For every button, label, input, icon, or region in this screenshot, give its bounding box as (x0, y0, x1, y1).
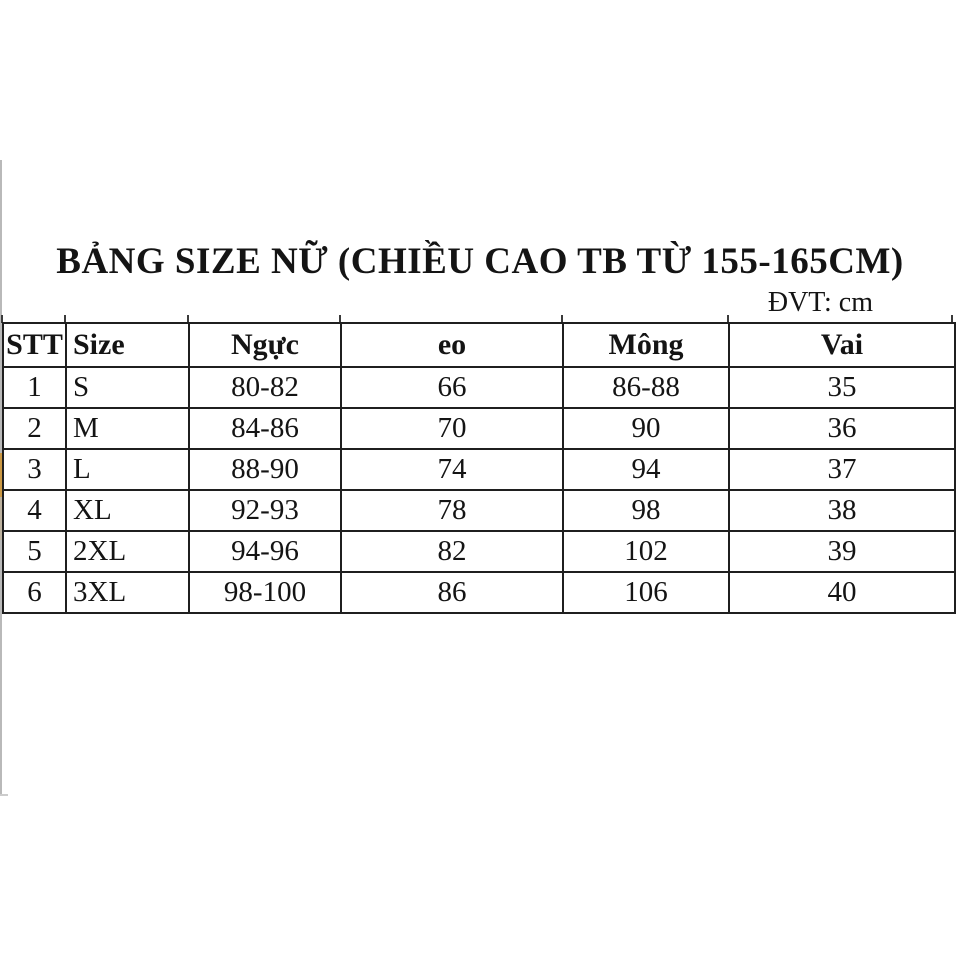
cell-nguc: 80-82 (189, 367, 341, 408)
cell-mong: 102 (563, 531, 729, 572)
header-nguc: Ngực (189, 323, 341, 367)
cell-mong: 106 (563, 572, 729, 613)
cell-nguc: 98-100 (189, 572, 341, 613)
left-edge-gridline-tick (0, 794, 8, 796)
cell-eo: 66 (341, 367, 563, 408)
cell-eo: 74 (341, 449, 563, 490)
cell-mong: 86-88 (563, 367, 729, 408)
cell-mong: 90 (563, 408, 729, 449)
cell-vai: 35 (729, 367, 955, 408)
cell-size: XL (66, 490, 189, 531)
page-title: BẢNG SIZE NỮ (CHIỀU CAO TB TỪ 155-165CM) (56, 241, 904, 282)
cell-stt: 1 (3, 367, 66, 408)
cell-eo: 86 (341, 572, 563, 613)
header-stt: STT (3, 323, 66, 367)
table-row (3, 449, 955, 490)
cell-stt: 6 (3, 572, 66, 613)
cell-size: L (66, 449, 189, 490)
unit-note: ĐVT: cm (767, 287, 873, 318)
cell-eo: 82 (341, 531, 563, 572)
cell-size: 2XL (66, 531, 189, 572)
header-eo: eo (341, 323, 563, 367)
cell-eo: 70 (341, 408, 563, 449)
cell-stt: 4 (3, 490, 66, 531)
cell-mong: 94 (563, 449, 729, 490)
cell-stt: 5 (3, 531, 66, 572)
cell-stt: 2 (3, 408, 66, 449)
table-row (3, 408, 955, 449)
cell-nguc: 88-90 (189, 449, 341, 490)
cell-nguc: 94-96 (189, 531, 341, 572)
size-table-container (2, 322, 954, 614)
size-table (2, 322, 956, 614)
table-row (3, 531, 955, 572)
header-vai: Vai (729, 323, 955, 367)
header-mong: Mông (563, 323, 729, 367)
cell-size: S (66, 367, 189, 408)
table-row (3, 367, 955, 408)
table-row (3, 490, 955, 531)
cell-vai: 38 (729, 490, 955, 531)
cell-vai: 40 (729, 572, 955, 613)
cell-nguc: 92-93 (189, 490, 341, 531)
cell-size: 3XL (66, 572, 189, 613)
cell-vai: 37 (729, 449, 955, 490)
cell-stt: 3 (3, 449, 66, 490)
table-header-row (3, 323, 955, 367)
cell-size: M (66, 408, 189, 449)
header-size: Size (66, 323, 189, 367)
table-row (3, 572, 955, 613)
cell-mong: 98 (563, 490, 729, 531)
cell-vai: 39 (729, 531, 955, 572)
cell-nguc: 84-86 (189, 408, 341, 449)
cell-vai: 36 (729, 408, 955, 449)
cell-eo: 78 (341, 490, 563, 531)
